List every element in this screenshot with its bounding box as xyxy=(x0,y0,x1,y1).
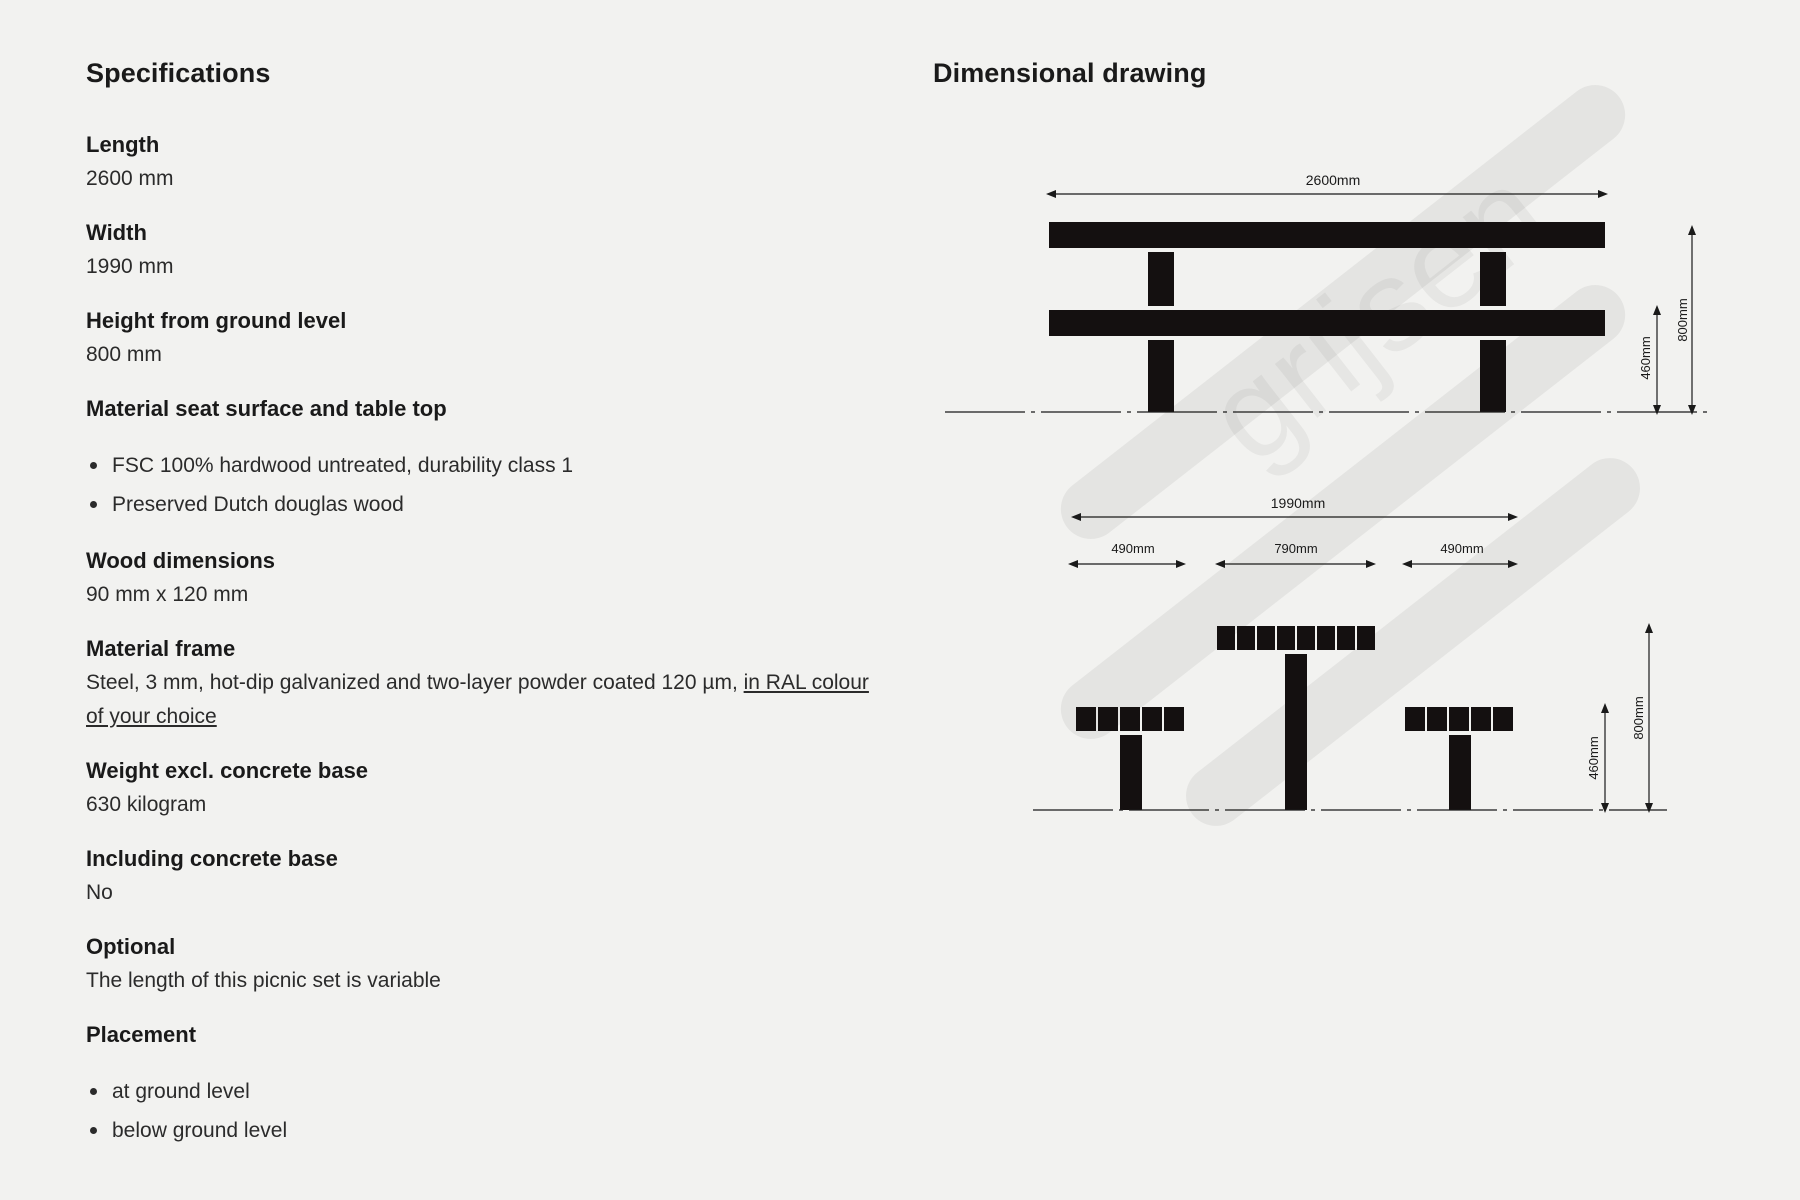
side-leg-lower-right xyxy=(1480,340,1506,412)
end-seat-right-leg xyxy=(1449,735,1471,810)
side-seat xyxy=(1049,310,1605,336)
side-table-top xyxy=(1049,222,1605,248)
ral-colour-link[interactable]: in RAL colour of your choice xyxy=(86,671,869,728)
spec-concrete-base-label: Including concrete base xyxy=(86,846,338,871)
table-dimension-label: 790mm xyxy=(1274,541,1318,556)
spec-height-label: Height from ground level xyxy=(86,308,347,333)
spec-wood-dimensions-value: 90 mm x 120 mm xyxy=(86,583,249,606)
spec-height-value: 800 mm xyxy=(86,343,162,366)
list-item-text: at ground level xyxy=(112,1080,250,1103)
side-seat-height-label: 460mm xyxy=(1638,336,1653,380)
spec-concrete-base-value: No xyxy=(86,881,113,904)
dimensional-drawing xyxy=(933,52,1753,952)
spec-material-frame-label: Material frame xyxy=(86,636,236,661)
spec-wood-dimensions xyxy=(86,544,876,612)
spec-placement-label: Placement xyxy=(86,1022,197,1047)
material-seat-list xyxy=(86,446,876,524)
drawing-title: Dimensional drawing xyxy=(933,58,1207,88)
spec-optional-label: Optional xyxy=(86,934,176,959)
side-leg-lower-left xyxy=(1148,340,1174,412)
spec-optional-value: The length of this picnic set is variable xyxy=(86,969,441,992)
end-seat-left xyxy=(1076,707,1184,731)
dimensional-drawing-panel xyxy=(933,52,1753,1052)
spec-material-seat xyxy=(86,392,876,524)
spec-wood-dimensions-label: Wood dimensions xyxy=(86,548,276,573)
spec-height xyxy=(86,304,876,372)
side-table-height-label: 800mm xyxy=(1675,298,1690,342)
spec-weight xyxy=(86,754,876,822)
end-table-top xyxy=(1217,626,1375,650)
end-table-leg xyxy=(1285,654,1307,810)
specifications-title: Specifications xyxy=(86,58,271,88)
list-item xyxy=(86,446,876,485)
spec-width-value: 1990 mm xyxy=(86,255,174,278)
side-leg-upper-right xyxy=(1480,252,1506,306)
list-item-text: FSC 100% hardwood untreated, durability class 1 xyxy=(112,454,574,477)
spec-width xyxy=(86,216,876,284)
spec-length-value: 2600 mm xyxy=(86,167,174,190)
placement-list xyxy=(86,1072,876,1150)
end-seat-height-label: 460mm xyxy=(1586,736,1601,780)
spec-length xyxy=(86,128,876,196)
length-dimension-label: 2600mm xyxy=(1305,172,1361,188)
bullet-icon xyxy=(90,501,97,508)
spec-concrete-base xyxy=(86,842,876,910)
spec-material-frame xyxy=(86,632,876,734)
list-item-text: below ground level xyxy=(112,1119,288,1142)
material-frame-text: Steel, 3 mm, hot-dip galvanized and two-layer powder coated 120 µm, xyxy=(86,671,744,694)
spec-length-label: Length xyxy=(86,132,160,157)
list-item xyxy=(86,1072,876,1111)
spec-width-label: Width xyxy=(86,220,147,245)
spec-material-seat-label: Material seat surface and table top xyxy=(86,396,447,421)
spec-weight-label: Weight excl. concrete base xyxy=(86,758,369,783)
bullet-icon xyxy=(90,1127,97,1134)
spec-weight-value: 630 kilogram xyxy=(86,793,207,816)
end-seat-left-leg xyxy=(1120,735,1142,810)
end-seat-right xyxy=(1405,707,1513,731)
spec-optional xyxy=(86,930,876,998)
spec-material-frame-value xyxy=(86,666,876,734)
seat-right-dimension-label: 490mm xyxy=(1440,541,1484,556)
list-item xyxy=(86,1111,876,1150)
specifications-panel xyxy=(86,52,876,1170)
seat-left-dimension-label: 490mm xyxy=(1111,541,1155,556)
side-leg-upper-left xyxy=(1148,252,1174,306)
spec-placement xyxy=(86,1018,876,1150)
bullet-icon xyxy=(90,1088,97,1095)
list-item-text: Preserved Dutch douglas wood xyxy=(112,493,404,516)
width-dimension-label: 1990mm xyxy=(1270,495,1326,511)
bullet-icon xyxy=(90,462,97,469)
list-item xyxy=(86,485,876,524)
end-table-height-label: 800mm xyxy=(1631,696,1646,740)
